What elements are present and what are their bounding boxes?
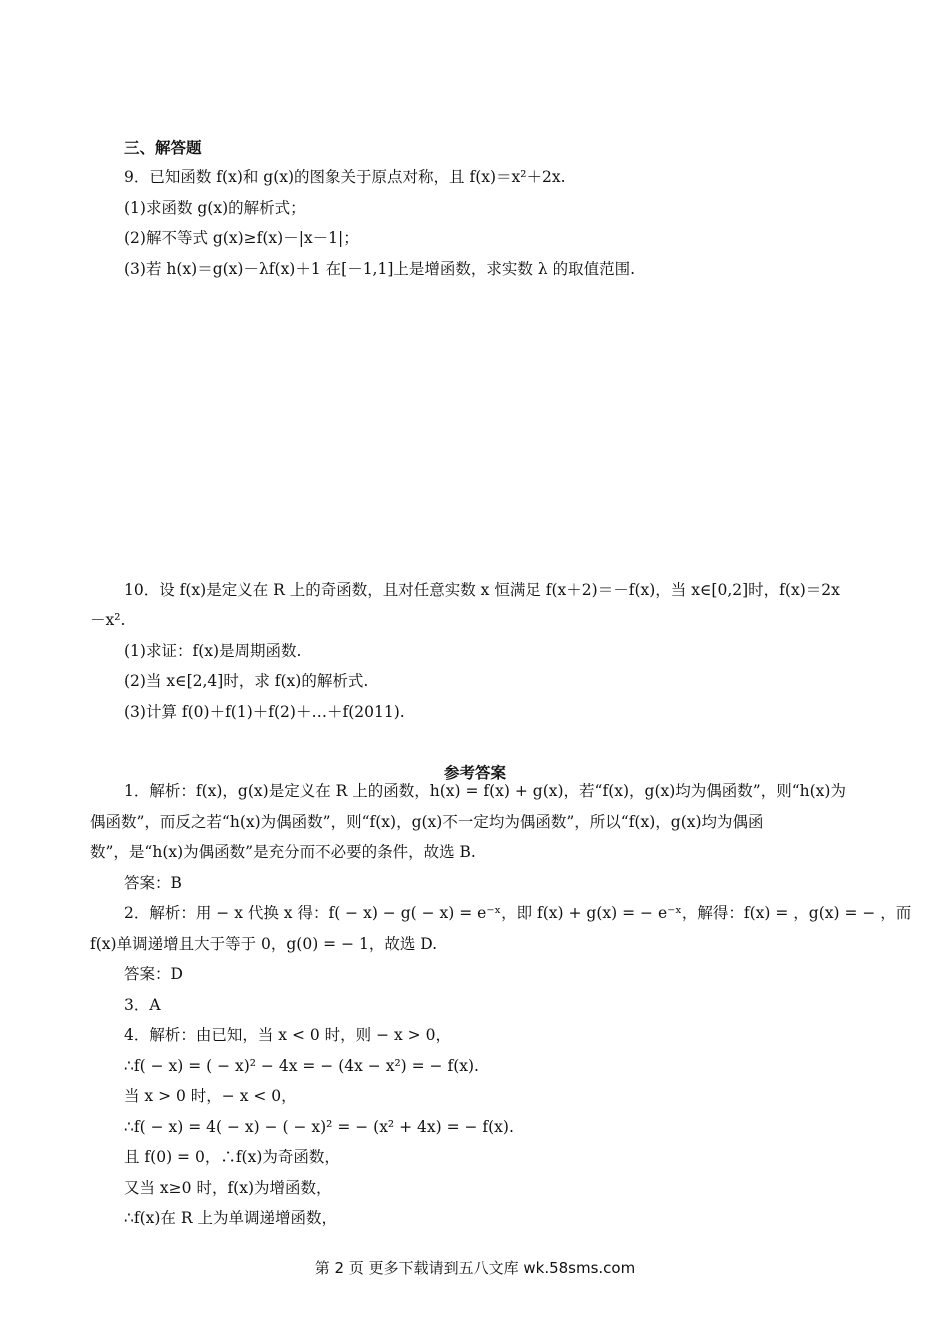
answer1-line1: 1．解析：f(x)，g(x)是定义在 R 上的函数，h(x) = f(x) + g(x)，若“f(x)，g(x)均为偶函数”，则“h(x)为 (124, 782, 846, 800)
q10-stem-line1: 10．设 f(x)是定义在 R 上的奇函数，且对任意实数 x 恒满足 f(x＋2)＝－f(x)，当 x∈[0,2]时，f(x)＝2x (124, 581, 840, 599)
answer4-line4: ∴f( − x) = 4( − x) − ( − x)² = − (x² + 4x) = − f(x). (124, 1118, 514, 1136)
answer4-line6: 又当 x≥0 时，f(x)为增函数， (124, 1179, 332, 1197)
page-footer: 第 2 页 更多下载请到五八文库 wk.58sms.com (314, 1259, 636, 1277)
answer4-line3: 当 x > 0 时，− x < 0， (124, 1087, 297, 1105)
q10-part3: (3)计算 f(0)＋f(1)＋f(2)＋…＋f(2011). (124, 703, 405, 721)
q9-part2: (2)解不等式 g(x)≥f(x)－|x－1|； (124, 229, 359, 247)
answer4-line5: 且 f(0) = 0，∴f(x)为奇函数， (124, 1148, 340, 1166)
q9-part1: (1)求函数 g(x)的解析式； (124, 199, 306, 217)
answer2-result: 答案：D (124, 965, 183, 983)
answer1-result: 答案：B (124, 874, 182, 892)
answer2-line1: 2．解析：用 − x 代换 x 得：f( − x) − g( − x) = e⁻ˣ，即 f(x) + g(x) = − e⁻ˣ，解得：f(x) = ，g(x) = − ，而 (124, 904, 912, 922)
q10-part2: (2)当 x∈[2,4]时，求 f(x)的解析式. (124, 672, 369, 690)
q10-part1: (1)求证：f(x)是周期函数. (124, 642, 302, 660)
answer2-line2: f(x)单调递增且大于等于 0，g(0) = − 1，故选 D. (90, 935, 438, 953)
answer4-line2: ∴f( − x) = ( − x)² − 4x = − (4x − x²) = − f(x). (124, 1057, 479, 1075)
q10-stem-line2: －x². (90, 611, 126, 629)
answers-title: 参考答案 (443, 763, 506, 782)
q9-part3: (3)若 h(x)＝g(x)－λf(x)＋1 在[－1,1]上是增函数，求实数 λ 的取值范围. (124, 260, 635, 278)
answer4-line7: ∴f(x)在 R 上为单调递增函数， (124, 1209, 337, 1227)
section-heading: 三、解答题 (124, 138, 202, 157)
answer4-line1: 4．解析：由已知，当 x < 0 时，则 − x > 0， (124, 1026, 451, 1044)
q9-stem: 9．已知函数 f(x)和 g(x)的图象关于原点对称，且 f(x)＝x²＋2x. (124, 168, 566, 186)
answer1-line2: 偶函数”，而反之若“h(x)为偶函数”，则“f(x)，g(x)不一定均为偶函数”，所以“f(x)，g(x)均为偶函 (90, 813, 764, 831)
answer3: 3．A (124, 996, 161, 1014)
answer1-line3: 数”，是“h(x)为偶函数”是充分而不必要的条件，故选 B. (90, 843, 476, 861)
